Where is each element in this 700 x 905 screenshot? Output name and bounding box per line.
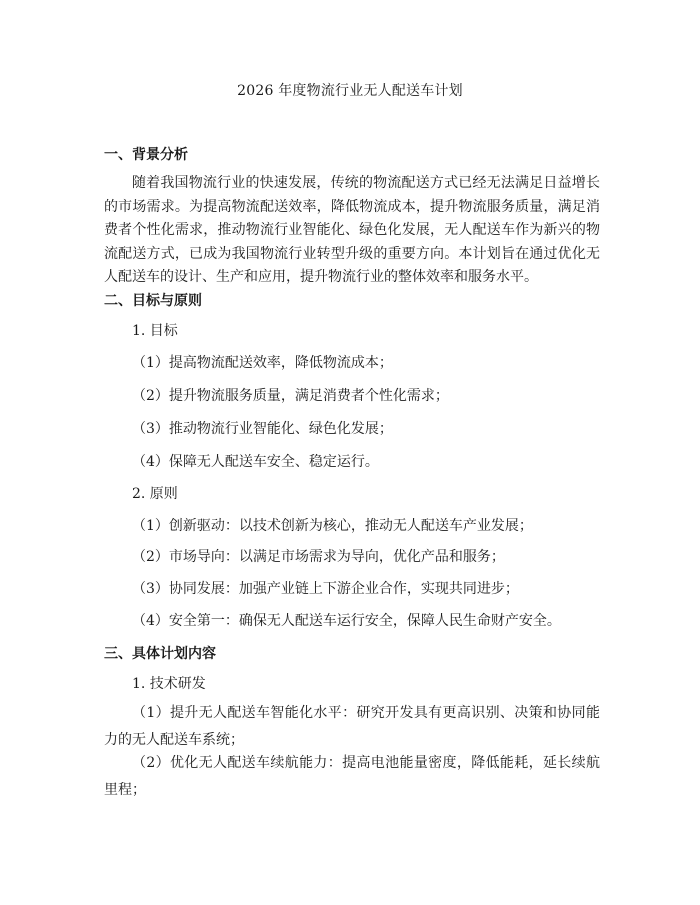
section-heading-background: 一、背景分析 <box>104 147 188 163</box>
background-paragraph: 随着我国物流行业的快速发展，传统的物流配送方式已经无法满足日益增长的市场需求。为提高物流配送效率，降低物流成本，提升物流服务质量，满足消费者个性化需求，推动物流行业智能化、绿色化发展，无人配送车作为新兴的物流配送方式，已成为我国物流行业转型升级的重要方向。本计划旨在通过优化无人配送车的设计、生产和应用，提升物流行业的整体效率和服务水平。 <box>104 175 600 285</box>
subheading-principles: 2. 原则 <box>132 486 178 502</box>
rd-item: （2）优化无人配送车续航能力：提高电池能量密度，降低能耗，延长续航里程； <box>104 755 600 798</box>
principle-item: （4）安全第一：确保无人配送车运行安全，保障人民生命财产安全。 <box>132 613 561 629</box>
principle-item: （2）市场导向：以满足市场需求为导向，优化产品和服务； <box>132 549 505 565</box>
subheading-goals: 1. 目标 <box>132 323 178 339</box>
document-title: 2026 年度物流行业无人配送车计划 <box>237 83 463 99</box>
section-heading-goals-principles: 二、目标与原则 <box>104 293 202 309</box>
goal-item: （2）提升物流服务质量，满足消费者个性化需求； <box>132 388 449 404</box>
principle-item: （1）创新驱动：以技术创新为核心，推动无人配送车产业发展； <box>132 518 533 534</box>
goal-item: （3）推动物流行业智能化、绿色化发展； <box>132 421 393 437</box>
goal-item: （1）提高物流配送效率，降低物流成本； <box>132 355 393 371</box>
rd-item: （1）提升无人配送车智能化水平：研究开发具有更高识别、决策和协同能力的无人配送车系统； <box>104 705 600 748</box>
goal-item: （4）保障无人配送车安全、稳定运行。 <box>132 454 379 470</box>
section-heading-plan-content: 三、具体计划内容 <box>104 646 216 662</box>
principle-item: （3）协同发展：加强产业链上下游企业合作，实现共同进步； <box>132 581 519 597</box>
subheading-rd: 1. 技术研发 <box>132 676 206 692</box>
